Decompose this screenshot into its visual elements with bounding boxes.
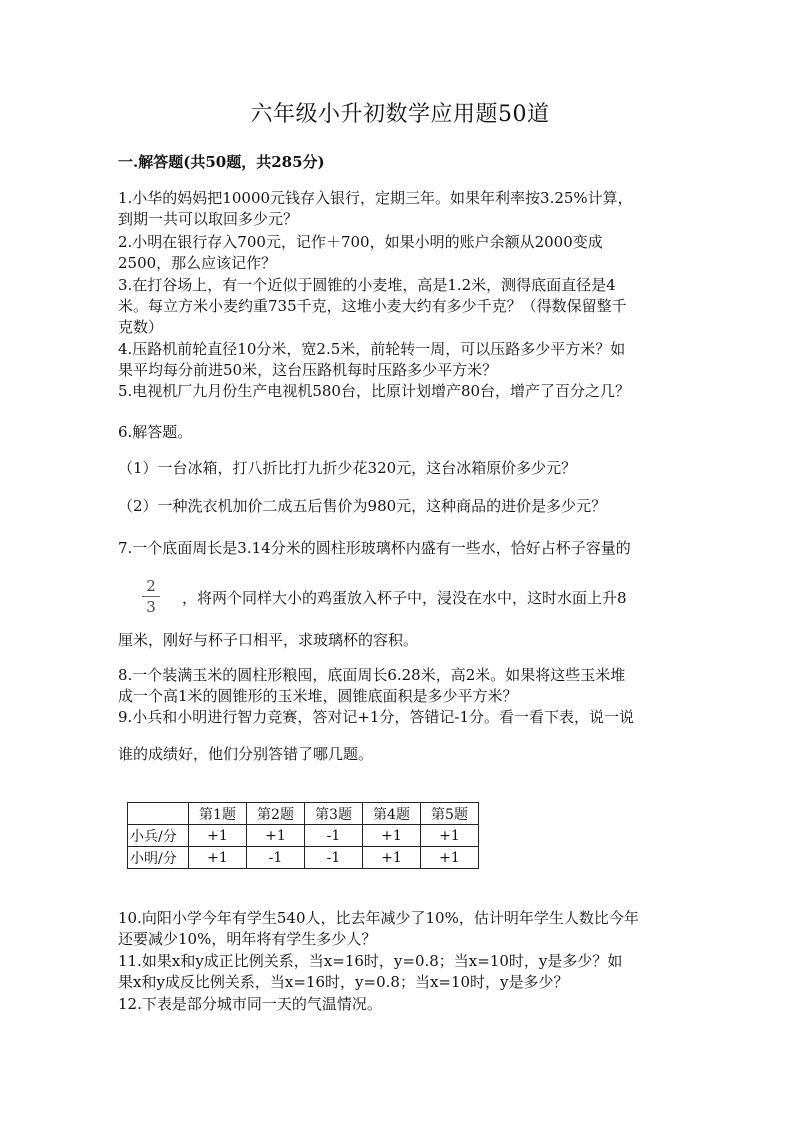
table-cell: +1 — [421, 847, 479, 869]
table-header-cell: 第3题 — [305, 803, 363, 825]
problem-6-heading: 6.解答题。 — [118, 423, 193, 441]
problem-6-part-1: （1）一台冰箱，打八折比打九折少花320元，这台冰箱原价多少元？ — [118, 459, 577, 477]
table-cell: +1 — [421, 825, 479, 847]
problem-3-line-2: 米。每立方米小麦约重735千克，这堆小麦大约有多少千克？（得数保留整千 — [118, 297, 627, 315]
table-header-cell: 第4题 — [363, 803, 421, 825]
table-header-cell: 第1题 — [189, 803, 247, 825]
problem-1-line-2: 到期一共可以取回多少元？ — [118, 210, 299, 228]
table-header-cell: 第5题 — [421, 803, 479, 825]
fraction-denominator: 3 — [146, 598, 156, 616]
section-heading: 一.解答题(共50题，共285分) — [118, 153, 325, 171]
fraction-numerator: 2 — [142, 578, 160, 597]
table-cell: -1 — [305, 847, 363, 869]
document-title: 六年级小升初数学应用题50道 — [250, 102, 550, 127]
problem-1-line-1: 1.小华的妈妈把10000元钱存入银行，定期三年。如果年利率按3.25%计算， — [118, 189, 633, 207]
problem-11-line-2: 果x和y成反比例关系，当x=16时，y=0.8；当x=10时，y是多少？ — [118, 973, 569, 991]
fraction-two-thirds — [142, 578, 160, 615]
table-cell: +1 — [247, 825, 305, 847]
problem-7-line-1: 7.一个底面周长是3.14分米的圆柱形玻璃杯内盛有一些水，恰好占杯子容量的 — [118, 539, 631, 557]
problem-12-line-1: 12.下表是部分城市同一天的气温情况。 — [118, 995, 382, 1013]
table-cell: +1 — [363, 825, 421, 847]
problem-4-line-1: 4.压路机前轮直径10分米，宽2.5米，前轮转一周，可以压路多少平方米？如 — [118, 340, 626, 358]
table-header-row — [128, 803, 479, 825]
problem-4-line-2: 果平均每分前进50米，这台压路机每时压路多少平方米？ — [118, 361, 498, 379]
problem-2-line-2: 2500，那么应该记作？ — [118, 254, 277, 272]
table-cell: -1 — [305, 825, 363, 847]
problem-2-line-1: 2.小明在银行存入700元，记作＋700，如果小明的账户余额从2000变成 — [118, 233, 603, 251]
table-row — [128, 847, 479, 869]
problem-8-line-1: 8.一个装满玉米的圆柱形粮囤，底面周长6.28米，高2米。如果将这些玉米堆 — [118, 666, 626, 684]
table-cell: +1 — [189, 847, 247, 869]
problem-7-line-3: 厘米，刚好与杯子口相平，求玻璃杯的容积。 — [118, 631, 419, 649]
table-cell: -1 — [247, 847, 305, 869]
problem-8-line-2: 成一个高1米的圆锥形的玉米堆，圆锥底面积是多少平方米？ — [118, 687, 518, 705]
problem-9-line-2: 谁的成绩好，他们分别答错了哪几题。 — [118, 745, 374, 763]
table-row-label: 小明/分 — [128, 847, 189, 869]
table-cell: +1 — [189, 825, 247, 847]
table-row — [128, 825, 479, 847]
score-table — [127, 802, 479, 869]
table-row-label: 小兵/分 — [128, 825, 189, 847]
problem-7-line-2: ，将两个同样大小的鸡蛋放入杯子中，浸没在水中，这时水面上升8 — [182, 589, 627, 607]
problem-11-line-1: 11.如果x和y成正比例关系，当x=16时，y=0.8；当x=10时，y是多少？如 — [118, 952, 623, 970]
table-cell: +1 — [363, 847, 421, 869]
problem-3-line-3: 克数） — [118, 318, 164, 336]
problem-3-line-1: 3.在打谷场上，有一个近似于圆锥的小麦堆，高是1.2米，测得底面直径是4 — [118, 276, 616, 294]
problem-10-line-1: 10.向阳小学今年有学生540人，比去年减少了10%，估计明年学生人数比今年 — [118, 909, 639, 927]
problem-6-part-2: （2）一种洗衣机加价二成五后售价为980元，这种商品的进价是多少元？ — [118, 497, 607, 515]
table-header-cell — [128, 803, 189, 825]
problem-5-line-1: 5.电视机厂九月份生产电视机580台，比原计划增产80台，增产了百分之几？ — [118, 382, 631, 400]
problem-9-line-1: 9.小兵和小明进行智力竞赛，答对记+1分，答错记-1分。看一看下表，说一说 — [118, 708, 635, 726]
table-header-cell: 第2题 — [247, 803, 305, 825]
problem-10-line-2: 还要减少10%，明年将有学生多少人？ — [118, 930, 377, 948]
